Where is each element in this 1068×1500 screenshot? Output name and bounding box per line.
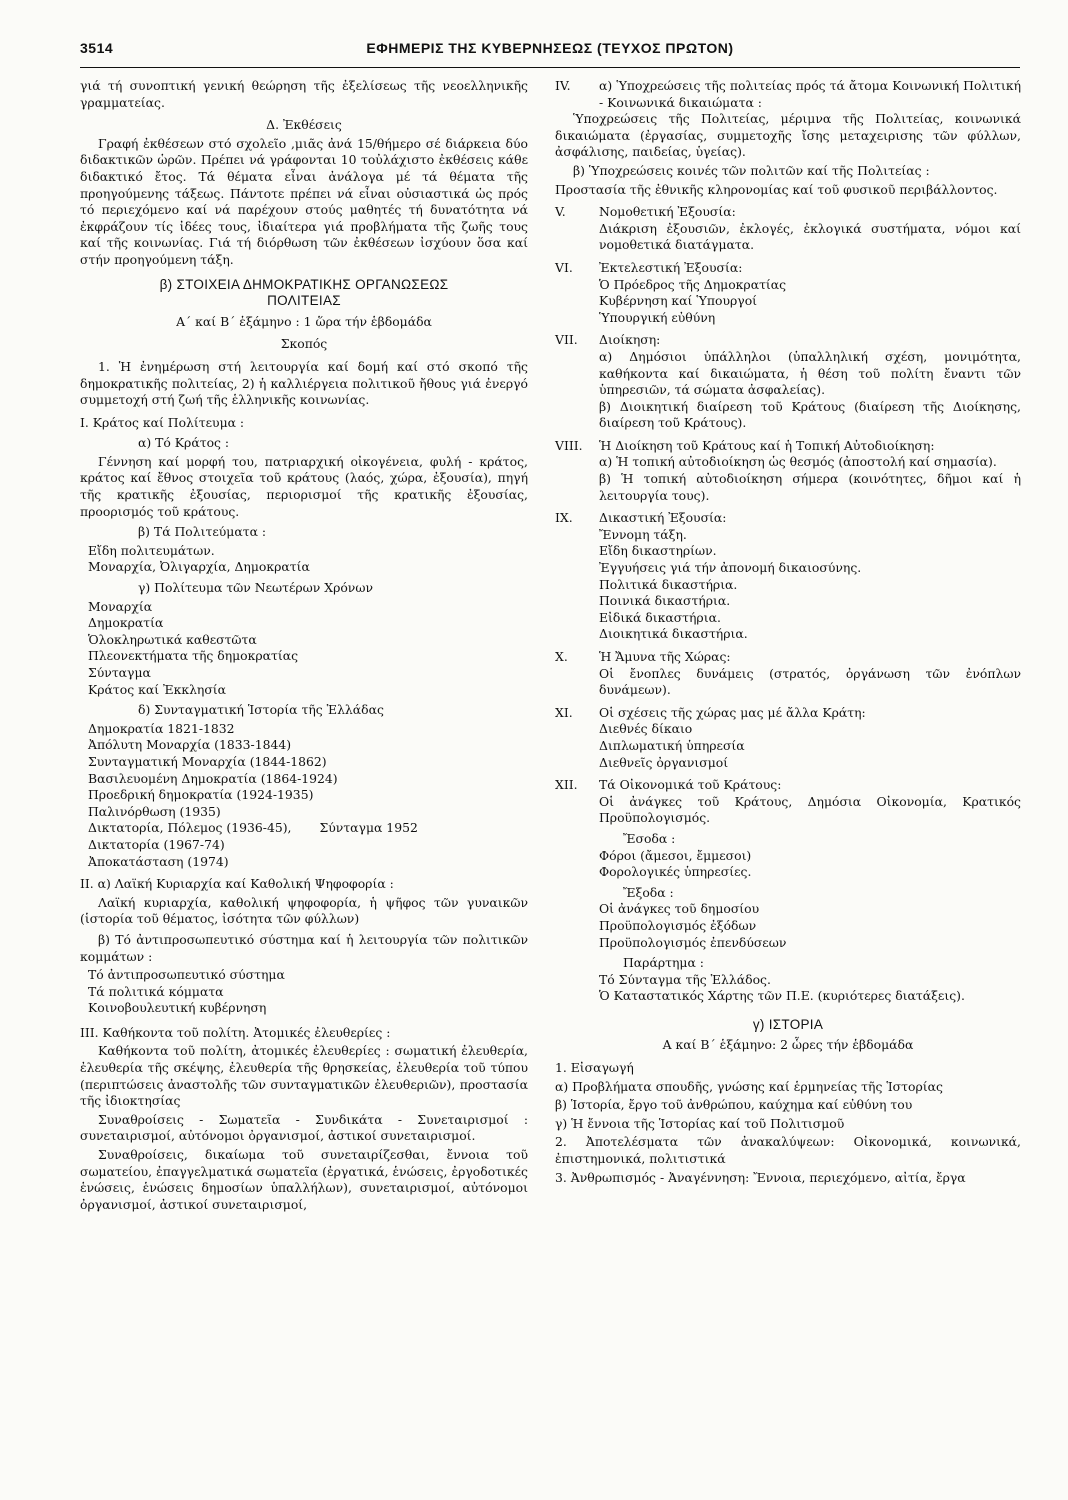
section-II-text: Λαϊκή κυριαρχία, καθολική ψηφοφορία, ἡ ψῆφος τῶν γυναικῶν (ἱστορία τοῦ θέματος, ἰσότητα τῶν φύλλων) [80, 894, 528, 927]
section-title: Νομοθετική Ἐξουσία: [599, 204, 736, 220]
section-XI [555, 705, 1021, 771]
section-IX [555, 510, 1021, 643]
constitution-1952-item: Σύνταγμα 1952 [319, 820, 418, 836]
section-title [80, 277, 528, 310]
section-number: IX. [555, 510, 573, 526]
esoda-heading: Ἔσοδα : [623, 830, 676, 846]
list-item: Ὁλοκληρωτικά καθεστῶτα [88, 631, 257, 647]
section-number: IV. [555, 78, 571, 93]
section-II-heading: ΙΙ. α) Λαϊκή Κυριαρχία καί Καθολική Ψηφοφορία : [80, 876, 394, 892]
page-number: 3514 [80, 40, 114, 56]
section-text: Διάκριση ἐξουσιῶν, ἐκλογές, ἐκλογικά συστήματα, νόμοι καί νομοθετικά διατάγματα. [599, 220, 1021, 253]
list-item: Δικτατορία (1967-74) [88, 836, 225, 852]
section-IV-a-heading: α) Ὑποχρεώσεις τῆς πολιτείας πρός τά ἄτομα Κοινωνική Πολιτική - Κοινωνικά δικαιώματα : [599, 78, 1021, 110]
section-number: X. [555, 649, 568, 664]
section-VII-a: α) Δημόσιοι ὑπάλληλοι (ὑπαλληλική σχέση, μονιμότητα, καθήκοντα καί δικαιώματα, ἡ θέση τοῦ πολίτη ἔναντι τῶν ὑπηρεσιῶν, τά σώματα ἀσφαλείας). [599, 348, 1021, 398]
section-III-text-2: Συναθροίσεις - Σωματεῖα - Συνδικάτα - Συνεταιρισμοί : συνεταιρισμοί, αὐτόνομοι ὀργανισμοί, ἀστικοί συνεταιρισμοί. [80, 1111, 528, 1144]
section-number: VIII. [555, 437, 583, 453]
section-title-line-2: ΠΟΛΙΤΕΙΑΣ [267, 293, 341, 309]
parartima-heading: Παράρτημα : [623, 955, 704, 971]
list-item: Ἀποκατάσταση (1974) [88, 853, 229, 869]
list-item: Βασιλευομένη Δημοκρατία (1864-1924) [88, 770, 338, 786]
list-item: Προϋπολογισμός ἐπενδύσεων [599, 934, 787, 950]
section-title: Τά Οἰκονομικά τοῦ Κράτους: [599, 777, 782, 793]
section-VII-b: β) Διοικητική διαίρεση τοῦ Κράτους (διαίρεση τῆς Διοίκησης, διαίρεση τοῦ Κράτους). [599, 398, 1021, 431]
dictatorship-item: Δικτατορία, Πόλεμος (1936-45), [88, 820, 292, 836]
section-number: V. [555, 204, 566, 220]
list-item: Προεδρική δημοκρατία (1924-1935) [88, 787, 314, 803]
section-Ia-text: Γέννηση καί μορφή του, πατριαρχική οἰκογένεια, φυλή - κράτος, κράτος καί ἔθνος στοιχεῖα τοῦ κράτους (λαός, χώρα, ἐξουσία), πηγή τῆς κρατικῆς ἐξουσίας, περιορισμοί τῆς κρατικῆς ἐξουσίας, προορισμός τοῦ κράτους. [80, 453, 528, 519]
exoda-heading: Ἔξοδα : [623, 884, 674, 900]
section-text: Οἱ ἔνοπλες δυνάμεις (στρατός, ὀργάνωση τῶν ἐνόπλων δυνάμεων). [599, 665, 1021, 698]
list-item: Εἰδικά δικαστήρια. [599, 609, 721, 625]
list-item: Ἔννομη τάξη. [599, 526, 687, 542]
list-item: Διοικητικά δικαστήρια. [599, 626, 748, 642]
section-VIII [555, 438, 1021, 504]
intro-text: γιά τή συνοπτική γενική θεώρηση τῆς ἐξελίσεως τῆς νεοελληνικῆς γραμματείας. [80, 78, 528, 110]
list-item: Ἐγγυήσεις γιά τήν ἀπονομή δικαιοσύνης. [599, 560, 862, 576]
section-VIII-b: β) Ἡ τοπική αὐτοδιοίκηση σήμερα (κοινότητες, δῆμοι καί ἡ λειτουργία τους). [599, 471, 1021, 503]
section-number: XII. [555, 777, 578, 793]
list-item: Μοναρχία [88, 598, 153, 614]
list-item: Δημοκρατία [88, 615, 164, 631]
section-III-text-3: Συναθροίσεις, δικαίωμα τοῦ συνεταιρίζεσθαι, ἔννοια τοῦ σωματείου, ἐπαγγελματικά σωματεῖα (ἐργατικά, ἑνώσεις, ἐργοδοτικές ἑνώσεις, ἑνώσεις δημοσίων ὑπαλλήλων), συνεταιρισμοί, αὐτόνομοι ὀργανισμοί, ἀστικοί συνεταιρισμοί, [80, 1147, 528, 1212]
semester-line: Α΄ καί Β΄ ἑξάμηνο : 1 ὥρα τήν ἑβδομάδα [176, 313, 432, 329]
section-IIb-list [88, 967, 528, 1017]
list-item: Κοινοβουλευτική κυβέρνηση [88, 1000, 267, 1016]
section-Id-list [88, 721, 528, 870]
history-item-1b: β) Ἱστορία, ἔργο τοῦ ἀνθρώπου, καύχημα καί εὐθύνη του [555, 1097, 913, 1113]
gazette-title: ΕΦΗΜΕΡΙΣ ΤΗΣ ΚΥΒΕΡΝΗΣΕΩΣ (ΤΕΥΧΟΣ ΠΡΩΤΟΝ) [366, 40, 734, 56]
list-item: Πλεονεκτήματα τῆς δημοκρατίας [88, 648, 299, 664]
list-item: Σύνταγμα [88, 665, 151, 680]
list-item: Μοναρχία, Ὀλιγαρχία, Δημοκρατία [88, 559, 310, 575]
list-item: Παλινόρθωση (1935) [88, 803, 221, 819]
section-number: VII. [555, 332, 578, 348]
section-VII [555, 332, 1021, 432]
list-item: Τό ἀντιπροσωπευτικό σύστημα [88, 967, 285, 983]
list-item: Δημοκρατία 1821-1832 [88, 720, 235, 736]
list-item: Κράτος καί Ἐκκλησία [88, 681, 227, 697]
list-item: Ὁ Καταστατικός Χάρτης τῶν Π.Ε. (κυριότερες διατάξεις). [599, 988, 965, 1004]
list-item [88, 820, 528, 837]
list-item: Διπλωματική ὑπηρεσία [599, 737, 745, 753]
history-semester: Α καί Β΄ ἑξάμηνο: 2 ὧρες τήν ἑβδομάδα [662, 1037, 914, 1053]
section-Ig-list [88, 599, 528, 699]
skopos-text: 1. Ἡ ἐνημέρωση στή λειτουργία καί δομή καί στό σκοπό τῆς δημοκρατικῆς πολιτείας, 2) ἡ καλλιέργεια πολιτικοῦ ἤθους γιά ἐνεργό συμμετοχή στή ζωή τῆς ἑλληνικῆς κοινωνίας. [80, 358, 528, 408]
section-VIII-a: α) Ἡ τοπική αὐτοδιοίκηση ὡς θεσμός (ἀποστολή καί σημασία). [599, 454, 997, 470]
section-IV-a-text: Ὑποχρεώσεις τῆς Πολιτείας, μέριμνα τῆς Πολιτείας, κοινωνικά δικαιώματα (ἐργασίας, συμμετοχῆς ἴσης μεταχειρισης τῶν φύλλων, ἀσφάλισης, παιδείας, ὑγείας). [555, 111, 1021, 160]
section-title: Ἡ Διοίκηση τοῦ Κράτους καί ἡ Τοπική Αὐτοδιοίκηση: [599, 437, 935, 453]
section-X [555, 649, 1021, 699]
list-item: Ποινικά δικαστήρια. [599, 593, 731, 609]
section-Ib-heading: β) Τά Πολιτεύματα : [138, 524, 267, 540]
section-IV [555, 78, 1021, 111]
list-item: Εἴδη δικαστηρίων. [599, 543, 717, 559]
list-item: Πολιτικά δικαστήρια. [599, 576, 738, 592]
header-rule [80, 67, 1020, 68]
history-item-3: 3. Ἀνθρωπισμός - Ἀναγέννηση: Ἔννοια, περιεχόμενο, αἰτία, ἔργα [555, 1169, 966, 1185]
list-item: Εἴδη πολιτευμάτων. [88, 542, 215, 558]
section-I-heading: Ι. Κράτος καί Πολίτευμα : [80, 414, 245, 430]
section-IIb-heading: β) Τό ἀντιπροσωπευτικό σύστημα καί ἡ λειτουργία τῶν πολιτικῶν κομμάτων : [80, 931, 528, 964]
history-item-2: 2. Ἀποτελέσματα τῶν ἀνακαλύψεων: Οἰκονομικά, κοινωνικά, ἐπιστημονικά, πολιτιστικά [555, 1134, 1021, 1167]
section-Ig-heading: γ) Πολίτευμα τῶν Νεωτέρων Χρόνων [138, 580, 373, 596]
section-title: Δικαστική Ἐξουσία: [599, 510, 727, 526]
list-item: Προϋπολογισμός ἐξόδων [599, 917, 757, 933]
section-III-heading: ΙΙΙ. Καθήκοντα τοῦ πολίτη. Ἀτομικές ἐλευθερίες : [80, 1024, 391, 1040]
right-column [555, 78, 1021, 1188]
list-item: Φορολογικές ὑπηρεσίες. [599, 864, 752, 880]
ektheseis-text: Γραφή ἐκθέσεων στό σχολεῖο ,μιᾶς ἀνά 15/θήμερο σέ διάρκεια δύο διδακτικῶν ὡρῶν. Πρέπει νά γράφονται 10 τοὐλάχιστο ἐκθέσεις κάθε διδακτικό ἔτος. Τά θέματα εἶναι ἀνάλογα μέ τά θέματα τῆς προηγούμενης τάξεως. Πάντοτε πρέπει νά εἶναι οὐσιαστικά ὡς πρός τό περιεχόμενο καί νά παρέχουν στούς μαθητές τή δυνατότητα νά ἐκφράζουν τίς ἰδέες τους, ἰδιαίτερα γιά προβλήματα τῆς ζωῆς τους καί τῆς κοινωνίας. Γιά τή διόρθωση τῶν ἐκθέσεων ἰσχύουν ὅσα καί στήν προηγούμενη τάξη. [80, 135, 528, 267]
section-title-line-1: β) ΣΤΟΙΧΕΙΑ ΔΗΜΟΚΡΑΤΙΚΗΣ ΟΡΓΑΝΩΣΕΩΣ [159, 276, 449, 292]
list-item: Συνταγματική Μοναρχία (1844-1862) [88, 753, 327, 769]
list-item: Ἀπόλυτη Μοναρχία (1833-1844) [88, 737, 292, 753]
left-column [80, 78, 528, 1215]
section-IV-b-text: Προστασία τῆς ἐθνικῆς κληρονομίας καί τοῦ φυσικοῦ περιβάλλοντος. [555, 181, 998, 197]
section-title: Διοίκηση: [599, 332, 661, 348]
ektheseis-heading: Δ. Ἐκθέσεις [266, 117, 342, 133]
history-item-1g: γ) Ἡ ἔννοια τῆς Ἱστορίας καί τοῦ Πολιτισμοῦ [555, 1115, 845, 1131]
list-item: Κυβέρνηση καί Ὑπουργοί [599, 293, 758, 309]
list-item: Διεθνές δίκαιο [599, 721, 693, 737]
section-Ib-list [88, 543, 528, 576]
skopos-heading: Σκοπός [280, 336, 328, 352]
page-header [80, 36, 1020, 62]
section-title: Οἱ σχέσεις τῆς χώρας μας μέ ἄλλα Κράτη: [599, 704, 866, 720]
list-item: Ὑπουργική εὐθύνη [599, 309, 716, 325]
section-V [555, 204, 1021, 254]
history-item-1: 1. Εἰσαγωγή [555, 1060, 634, 1076]
section-title: Ἐκτελεστική Ἐξουσία: [599, 259, 743, 275]
section-III-text-1: Καθήκοντα τοῦ πολίτη, ἀτομικές ἐλευθερίες : σωματική ἐλευθερία, ἐλευθερία τῆς σκέψης, ἐλευθερία τῆς θρησκείας, ἐλευθερία τοῦ τύπου (περιπτώσεις ἀναστολῆς τῶν συνταγματικῶν ἐλευθεριῶν), προστασία τῆς ἰδιοκτησίας [80, 1043, 528, 1109]
section-Ia-heading: α) Τό Κράτος : [138, 435, 230, 451]
list-item: Ὁ Πρόεδρος τῆς Δημοκρατίας [599, 276, 787, 292]
section-title: Ἡ Ἄμυνα τῆς Χώρας: [599, 649, 731, 664]
section-IV-b-heading: β) Ὑποχρεώσεις κοινές τῶν πολιτῶν καί τῆς Πολιτείας : [573, 162, 930, 178]
list-item: Τό Σύνταγμα τῆς Ἑλλάδος. [599, 971, 771, 987]
section-text: Οἱ ἀνάγκες τοῦ Κράτους, Δημόσια Οἰκονομία, Κρατικός Προϋπολογισμός. [599, 793, 1021, 826]
history-title: γ) ΙΣΤΟΡΙΑ [752, 1016, 824, 1032]
section-XII [555, 777, 1021, 1005]
list-item: Οἱ ἀνάγκες τοῦ δημοσίου [599, 901, 760, 917]
history-item-1a: α) Προβλήματα σπουδῆς, γνώσης καί ἑρμηνείας τῆς Ἱστορίας [555, 1078, 943, 1094]
list-item: Διεθνεῖς ὀργανισμοί [599, 754, 729, 770]
section-VI [555, 260, 1021, 326]
section-number: XI. [555, 704, 573, 720]
list-item: Τά πολιτικά κόμματα [88, 983, 224, 999]
list-item: Φόροι (ἄμεσοι, ἔμμεσοι) [599, 847, 752, 863]
section-Id-heading: δ) Συνταγματική Ἱστορία τῆς Ἑλλάδας [138, 702, 384, 718]
section-number: VI. [555, 259, 573, 275]
